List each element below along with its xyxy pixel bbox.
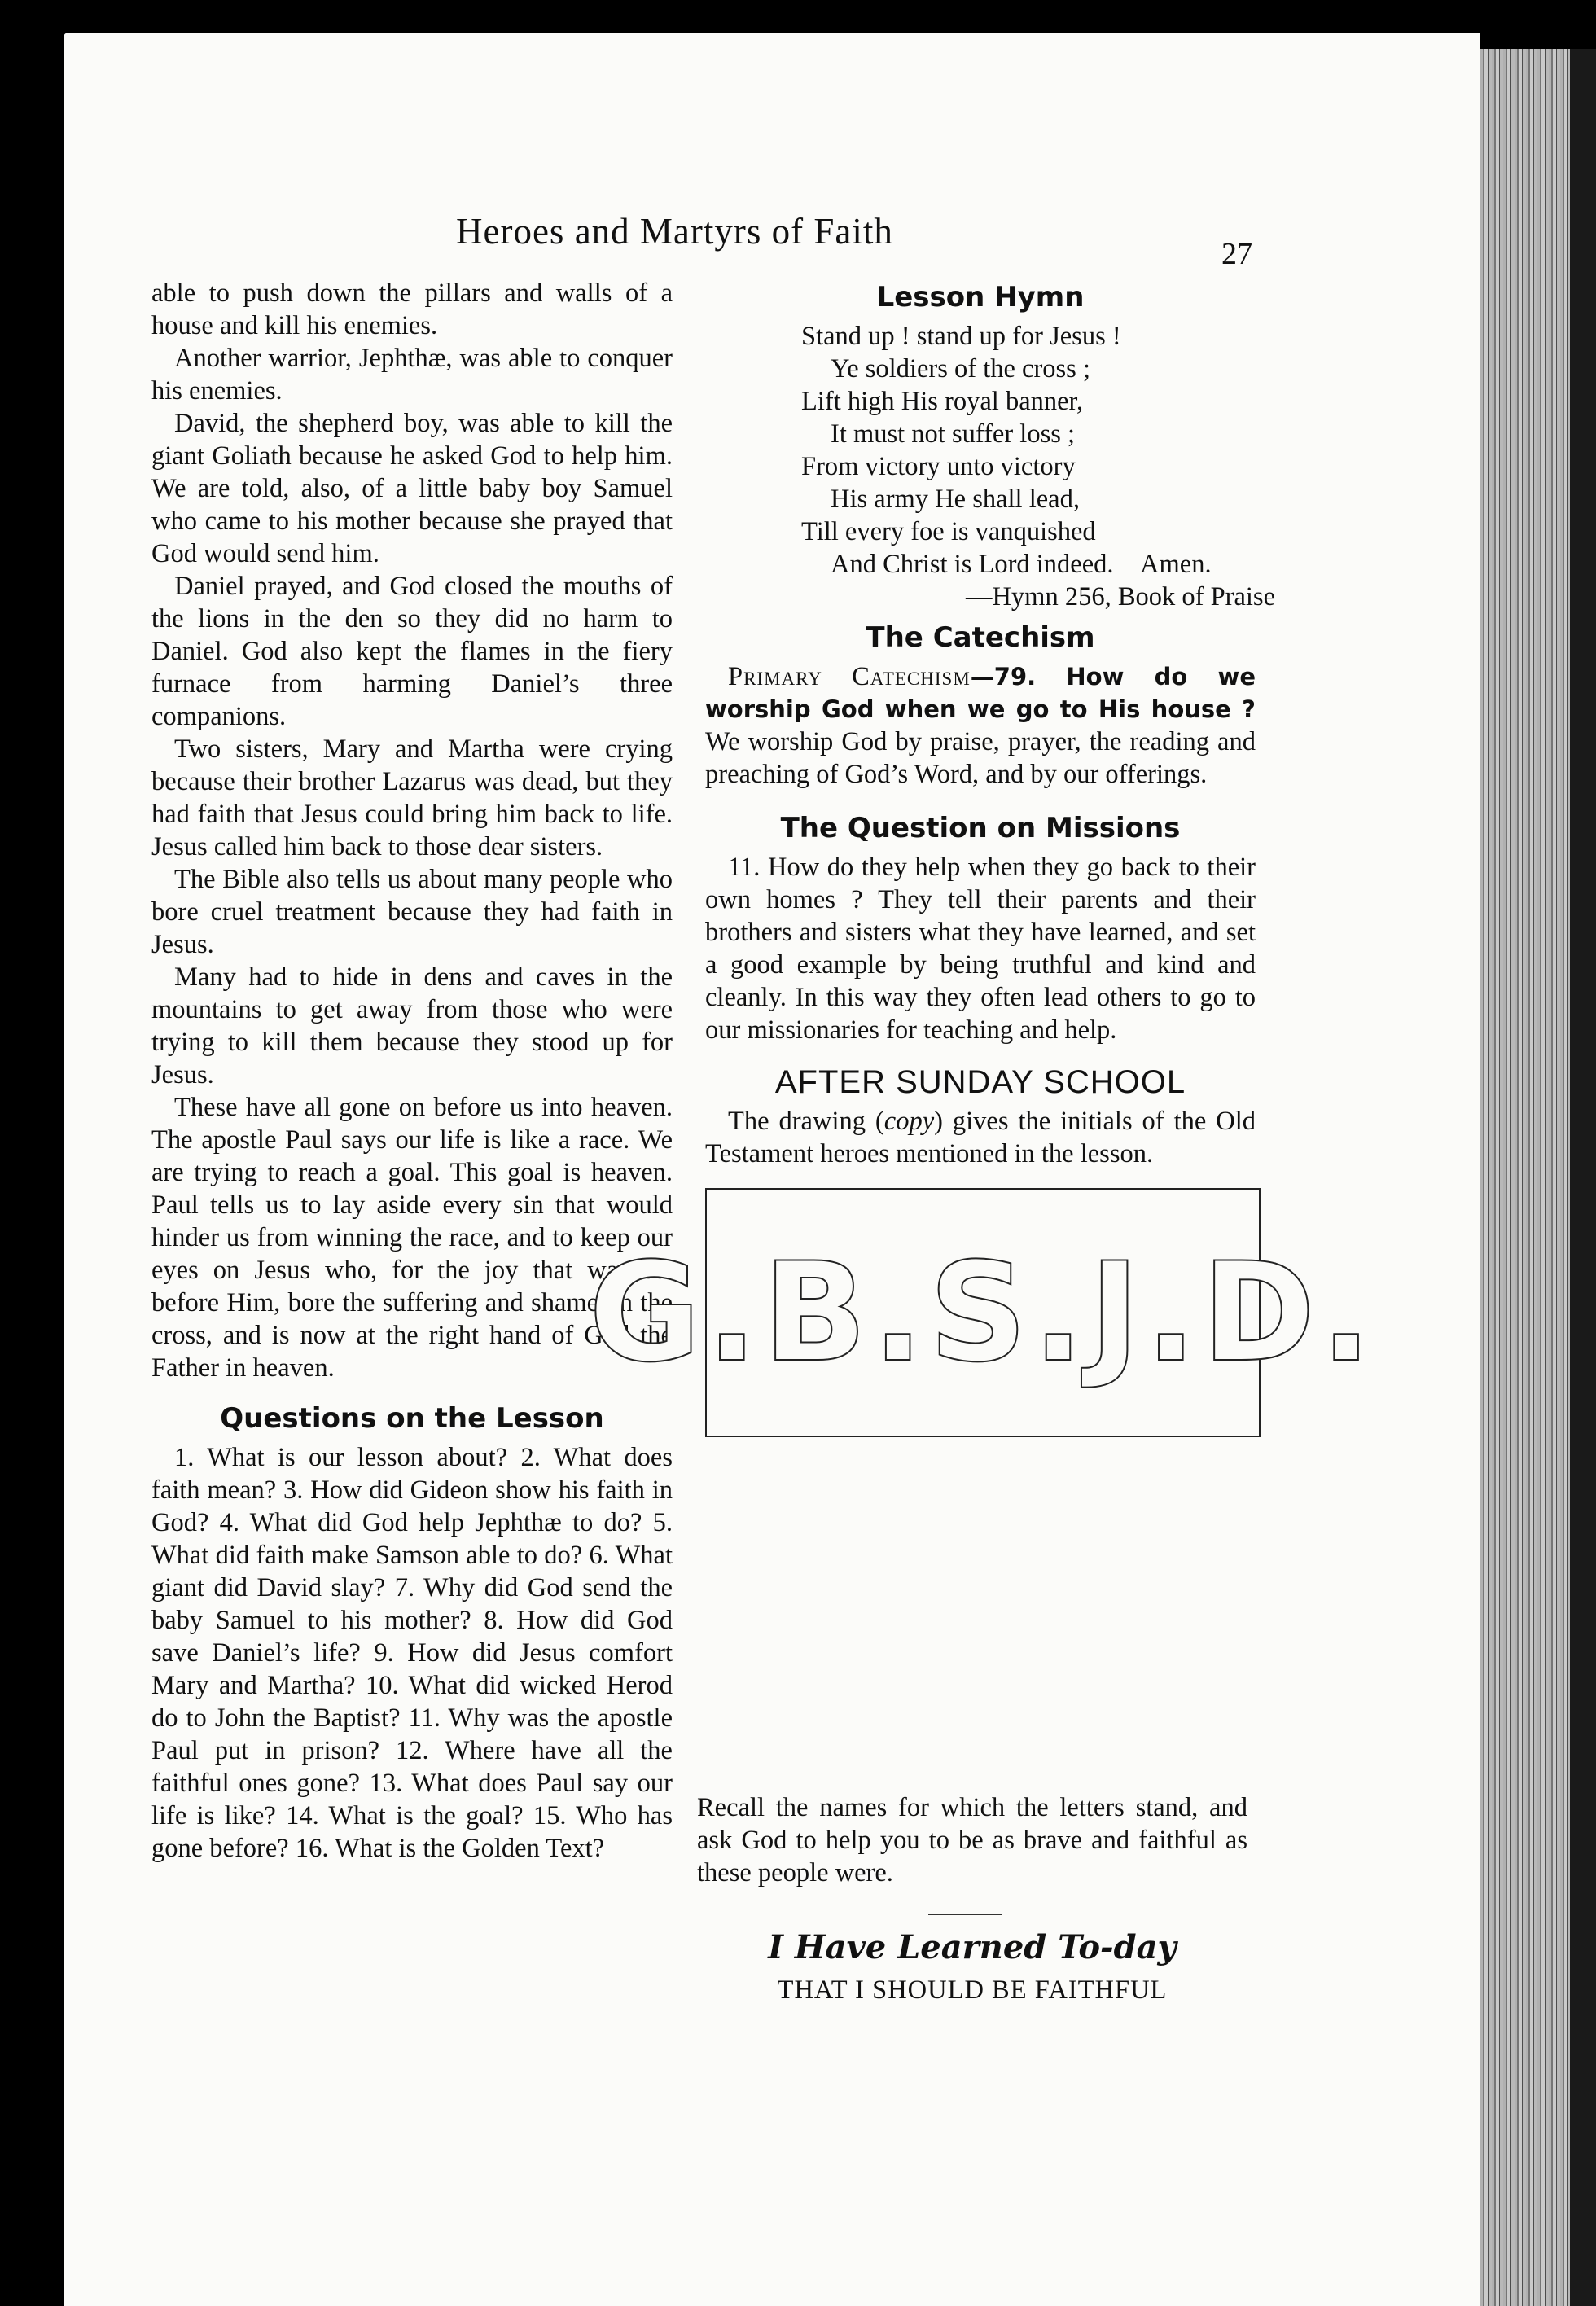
missions-heading: The Question on Missions: [780, 812, 1181, 844]
paragraph: The Bible also tells us about many people who bore cruel treatment because they had faith in Jesus.: [151, 865, 673, 959]
missions-text: 11. How do they help when they go back to their own homes ? They tell their parents and their brothers and sisters what they have learned, and set a good example by being truthful and kind and cleanly. In this way they often lead others to go to our missionaries for teaching and help.: [705, 853, 1256, 1045]
paragraph: Many had to hide in dens and caves in the mountains to get away from those who were trying to kill them because they stood up for Jesus.: [151, 962, 673, 1089]
catechism-answer: We worship God by praise, prayer, the reading and preaching of God’s Word, and by our offerings.: [705, 727, 1256, 789]
hymn-line: Stand up ! stand up for Jesus !: [801, 322, 1121, 351]
hymn-line-text: And Christ is Lord indeed.: [831, 550, 1114, 579]
hymn-line: Ye soldiers of the cross ;: [831, 354, 1090, 384]
catechism-label: Primary Catechism: [728, 662, 971, 691]
hymn-line: Till every foe is vanquished: [801, 517, 1096, 546]
hymn-source: —Hymn 256, Book of Praise: [965, 582, 1275, 612]
initials-drawing: [589, 1188, 1378, 1437]
paragraph: Daniel prayed, and God closed the mouths of the lions in the den so they did no harm to Daniel. God also kept the flames in the fiery furnace from harming Daniel’s three companions.: [151, 572, 673, 731]
recall-paragraph: [697, 1791, 1247, 1889]
after-text-part: The drawing (: [728, 1107, 884, 1136]
catechism-heading: The Catechism: [866, 621, 1095, 654]
hymn-amen: Amen.: [1140, 550, 1212, 579]
hymn-line: [801, 548, 1256, 581]
paragraph: Another warrior, Jephthæ, was able to conquer his enemies.: [151, 344, 673, 406]
questions-heading: Questions on the Lesson: [220, 1402, 604, 1435]
after-text-part: ) gives the initials of the Old Testament heroes mentioned in the lesson.: [705, 1107, 1256, 1168]
scan-border: [1570, 49, 1596, 2306]
hymn: [705, 320, 1275, 613]
catechism-question: —79. How do we worship God when we go to His house ?: [705, 663, 1256, 723]
after-text-copy: copy: [884, 1107, 935, 1136]
hymn-line: It must not suffer loss ;: [831, 419, 1076, 449]
after-school-heading: AFTER SUNDAY SCHOOL: [774, 1064, 1186, 1100]
divider: [928, 1914, 1002, 1915]
learned-text: THAT I SHOULD BE FAITHFUL: [777, 1975, 1168, 2005]
questions-text: 1. What is our lesson about? 2. What does faith mean? 3. How did Gideon show his faith in God? 4. What did God help Jephthæ to do? 5. What did faith make Samson able to do? 6. What giant did David slay? 7. Why did God send the baby Samuel to his mother? 8. How did God save Daniel’s life? 9. How did Jesus comfort Mary and Martha? 10. What did wicked Herod do to John the Baptist? 11. Why was the apostle Paul put in prison? 12. Where have all the faithful ones gone? 13. What does Paul say our life is like? 14. What is the goal? 15. Who has gone before? 16. What is the Golden Text?: [151, 1443, 673, 1863]
paragraph: David, the shepherd boy, was able to kill the giant Goliath because he asked God to help him. We are told, also, of a little baby boy Samuel who came to his mother because she prayed that God would send him.: [151, 409, 673, 568]
right-column: [589, 281, 1378, 1437]
hymn-line: From victory unto victory: [801, 452, 1076, 481]
catechism: [705, 660, 1256, 791]
hymn-line: His army He shall lead,: [831, 484, 1080, 514]
hymn-heading: Lesson Hymn: [876, 281, 1085, 313]
learned-heading: I Have Learned To-day: [768, 1928, 1177, 1966]
page-number: 27: [1221, 237, 1252, 271]
page-edges: [1480, 49, 1570, 2306]
paragraph: able to push down the pillars and walls of a house and kill his enemies.: [151, 278, 673, 340]
after-school-text: [705, 1105, 1256, 1170]
running-head: Heroes and Martyrs of Faith: [456, 211, 893, 252]
initials-text: G.B.S.J.D.: [589, 1233, 1378, 1392]
recall-text: Recall the names for which the letters stand, and ask God to help you to be as brave and faithful as these people were.: [697, 1793, 1247, 1887]
left-column: [151, 277, 673, 1865]
paragraph: These have all gone on before us into heaven. The apostle Paul says our life is like a race. We are trying to reach a goal. This goal is heaven. Paul tells us to lay aside every sin that would hinder us from winning the race, and to keep our eyes on Jesus who, for the joy that was set before Him, bore the suffering and shame on the cross, and is now at the right hand of God the Father in heaven.: [151, 1093, 673, 1383]
paragraph: Two sisters, Mary and Martha were crying because their brother Lazarus was dead, but they had faith that Jesus could bring him back to life. Jesus called him back to those dear sisters.: [151, 734, 673, 861]
hymn-line: Lift high His royal banner,: [801, 387, 1084, 416]
